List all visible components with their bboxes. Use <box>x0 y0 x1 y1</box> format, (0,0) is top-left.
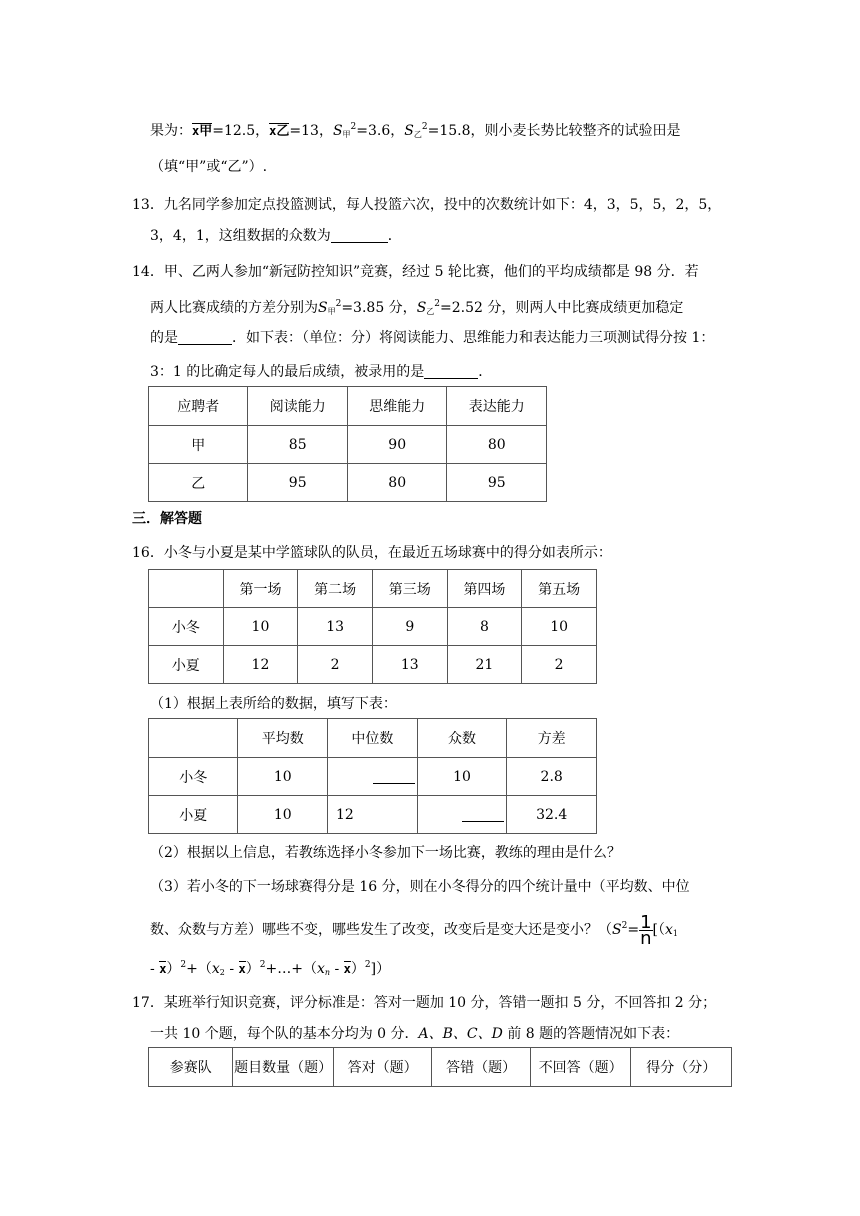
table-row <box>149 426 547 464</box>
table-cell: 小冬 <box>149 758 238 796</box>
table-cell: 80 <box>347 464 447 502</box>
quiz-results-table <box>148 1047 732 1087</box>
table-cell: 2.8 <box>507 758 597 796</box>
table-cell: 10 <box>238 758 328 796</box>
q16-part-3-line-3: - $x)^2+(x_2$ - $x)^2+\dots+(x_n - x)^2$]） <box>150 960 391 977</box>
table-row <box>149 758 597 796</box>
table-header-cell: 思维能力 <box>347 387 447 426</box>
section-heading: 三．解答题 <box>132 511 202 527</box>
answer-blank <box>424 364 478 379</box>
q12-line-1: 果为：x甲=12.5，x乙=13，$S_甲^2=3.6$，$S_乙^2=15.8$，则小麦长势比较整齐的试验田是 <box>150 122 681 139</box>
table-header-cell: 答错（题） <box>432 1048 531 1087</box>
table-header-cell: 不回答（题） <box>530 1048 631 1087</box>
q14-line-4: 3：1 的比确定每人的最后成绩，被录用的是 ． <box>150 364 493 380</box>
table-header-cell: 答对（题） <box>333 1048 432 1087</box>
table-cell: 2 <box>298 646 373 684</box>
answer-blank <box>373 769 415 784</box>
table-cell: 80 <box>447 426 547 464</box>
x-bar-symbol: x <box>343 962 351 976</box>
x-bar-symbol: x <box>159 962 167 976</box>
fraction-one-over-n: $\frac{1}{n}$ <box>640 911 652 949</box>
table-cell: 10 <box>238 796 328 834</box>
table-cell: 8 <box>447 608 522 646</box>
table-cell: 21 <box>447 646 522 684</box>
q17-line-1: 17．某班举行知识竞赛，评分标准是：答对一题加 10 分，答错一题扣 5 分，不回答扣 2 分； <box>132 995 717 1011</box>
table-cell: 10 <box>522 608 597 646</box>
q13-line-2: 3，4，1，这组数据的众数为 ． <box>150 228 402 244</box>
applicant-score-table <box>148 386 547 502</box>
answer-blank <box>462 807 504 822</box>
q14-line-2: 两人比赛成绩的方差分别为$S_甲^2=3.85$ 分，$S_乙^2=2.52$ 分，则两人中比赛成绩更加稳定 <box>150 299 684 316</box>
x-bar-symbol: x <box>238 962 246 976</box>
table-cell: 小冬 <box>149 608 224 646</box>
table-cell: 乙 <box>149 464 248 502</box>
x-bar-symbol: x乙 <box>269 124 290 139</box>
table-cell: 90 <box>347 426 447 464</box>
table-header-cell: 平均数 <box>238 719 328 758</box>
x-bar-symbol: x甲 <box>192 124 213 139</box>
table-header-row <box>149 1048 732 1087</box>
table-header-cell: 第一场 <box>223 570 298 608</box>
answer-blank-cell <box>328 758 418 796</box>
q14-line-1: 14．甲、乙两人参加“新冠防控知识”竞赛，经过 5 轮比赛，他们的平均成绩都是 98 分．若 <box>132 264 699 280</box>
table-header-cell: 方差 <box>507 719 597 758</box>
table-cell: 13 <box>372 646 447 684</box>
q12-line-2: （填“甲”或“乙”）. <box>150 159 268 175</box>
statistics-table <box>148 718 597 834</box>
q16-part-3-line-1: （3）若小冬的下一场球赛得分是 16 分，则在小冬得分的四个统计量中（平均数、中位 <box>150 879 690 895</box>
table-cell: 甲 <box>149 426 248 464</box>
table-cell: 13 <box>298 608 373 646</box>
table-cell: 9 <box>372 608 447 646</box>
q14-line-3: 的是 ．如下表：（单位：分）将阅读能力、思维能力和表达能力三项测试得分按 1： <box>150 330 715 346</box>
table-header-row <box>149 387 547 426</box>
table-cell: 12 <box>328 796 418 834</box>
table-header-row <box>149 570 597 608</box>
table-header-row <box>149 719 597 758</box>
table-header-cell: 第四场 <box>447 570 522 608</box>
q16-part-3-line-2: 数、众数与方差）哪些不变，哪些发生了改变，改变后是变大还是变小？（$S^2=$ $\frac{1}{n}$ [（$x_1$ <box>150 911 678 949</box>
table-header-cell <box>149 719 238 758</box>
table-cell: 95 <box>248 464 348 502</box>
table-cell: 10 <box>223 608 298 646</box>
table-header-cell: 第三场 <box>372 570 447 608</box>
table-cell: 85 <box>248 426 348 464</box>
q16-part-1: （1）根据上表所给的数据，填写下表： <box>150 696 397 712</box>
table-row <box>149 646 597 684</box>
table-header-cell: 中位数 <box>328 719 418 758</box>
q16-intro: 16．小冬与小夏是某中学篮球队的队员，在最近五场球赛中的得分如表所示： <box>132 545 612 561</box>
table-header-cell: 阅读能力 <box>248 387 348 426</box>
table-cell: 95 <box>447 464 547 502</box>
table-cell: 10 <box>417 758 507 796</box>
q13-line-1: 13．九名同学参加定点投篮测试，每人投篮六次，投中的次数统计如下：4，3，5，5，2，5， <box>132 197 722 213</box>
table-row <box>149 796 597 834</box>
game-score-table <box>148 569 597 684</box>
answer-blank-cell <box>417 796 507 834</box>
table-cell: 小夏 <box>149 646 224 684</box>
q17-line-2: 一共 10 个题，每个队的基本分均为 0 分．A、B、C、D 前 8 题的答题情况如下表： <box>150 1026 680 1042</box>
table-header-cell: 众数 <box>417 719 507 758</box>
table-header-cell: 题目数量（题） <box>233 1048 334 1087</box>
table-header-cell: 表达能力 <box>447 387 547 426</box>
table-cell: 12 <box>223 646 298 684</box>
table-header-cell: 参赛队 <box>149 1048 233 1087</box>
q16-part-2: （2）根据以上信息，若教练选择小冬参加下一场比赛，教练的理由是什么？ <box>150 845 621 861</box>
table-cell: 2 <box>522 646 597 684</box>
table-header-cell: 第二场 <box>298 570 373 608</box>
answer-blank <box>178 330 232 345</box>
table-header-cell: 得分（分） <box>631 1048 732 1087</box>
table-header-cell <box>149 570 224 608</box>
table-row <box>149 464 547 502</box>
table-header-cell: 应聘者 <box>149 387 248 426</box>
table-header-cell: 第五场 <box>522 570 597 608</box>
answer-blank <box>331 228 388 243</box>
table-cell: 32.4 <box>507 796 597 834</box>
table-row <box>149 608 597 646</box>
table-cell: 小夏 <box>149 796 238 834</box>
